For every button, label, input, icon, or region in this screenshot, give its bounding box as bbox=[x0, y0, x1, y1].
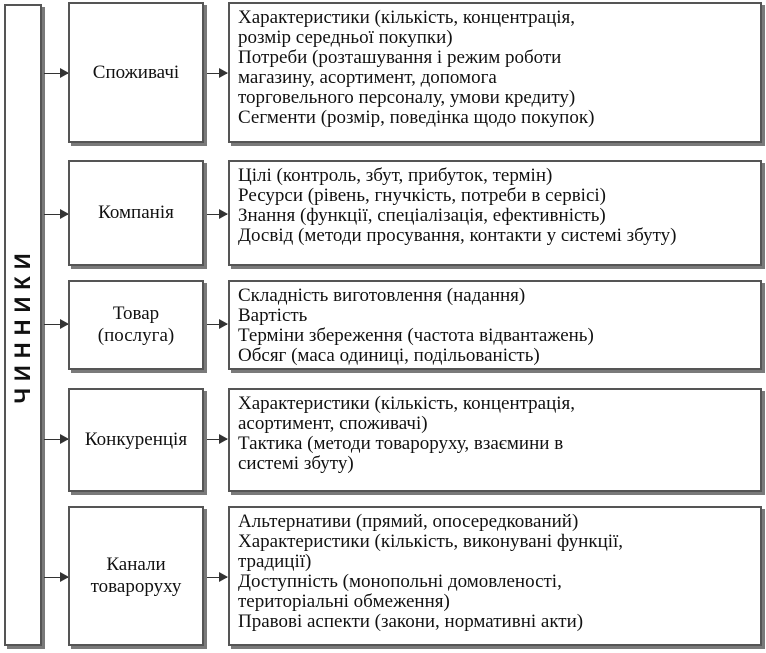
details-company bbox=[228, 160, 762, 266]
arrow-channels-details bbox=[207, 577, 227, 578]
arrow-to-competition bbox=[44, 439, 68, 440]
detail-line: Характеристики (кількість, виконувані функції, bbox=[238, 531, 624, 552]
arrow-to-channels bbox=[44, 577, 68, 578]
detail-line: Правові аспекти (закони, нормативні акти) bbox=[238, 611, 584, 632]
detail-line: Альтернативи (прямий, опосередкований) bbox=[238, 511, 579, 532]
details-competition bbox=[228, 388, 762, 492]
factor-label: Канали bbox=[106, 554, 166, 575]
detail-line: магазину, асортимент, допомога bbox=[238, 67, 497, 88]
factors-title: ЧИННИКИ bbox=[10, 246, 35, 404]
factor-product bbox=[68, 280, 204, 370]
arrow-company-details bbox=[207, 214, 227, 215]
arrow-competition-details bbox=[207, 439, 227, 440]
arrow-to-consumers bbox=[44, 73, 68, 74]
detail-line: Потреби (розташування і режим роботи bbox=[238, 47, 562, 68]
factor-company bbox=[68, 160, 204, 266]
detail-line: Тактика (методи товароруху, взаємини в bbox=[238, 433, 564, 454]
detail-line: Складність виготовлення (надання) bbox=[238, 285, 526, 306]
detail-line: Характеристики (кількість, концентрація, bbox=[238, 393, 576, 414]
arrow-product-details bbox=[207, 324, 227, 325]
factor-label: Товар bbox=[112, 303, 160, 324]
detail-line: Сегменти (розмір, поведінка щодо покупок) bbox=[238, 107, 595, 128]
detail-line: Обсяг (маса одиниці, подільованість) bbox=[238, 345, 540, 366]
detail-line: Терміни збереження (частота відвантажень) bbox=[238, 325, 594, 346]
factor-label: товароруху bbox=[90, 576, 182, 597]
arrow-to-product bbox=[44, 324, 68, 325]
details-product bbox=[228, 280, 762, 370]
factor-competition bbox=[68, 388, 204, 492]
detail-line: Знання (функції, спеціалізація, ефективність) bbox=[238, 205, 606, 226]
detail-line: Вартість bbox=[238, 305, 308, 326]
detail-line: Досвід (методи просування, контакти у системі збуту) bbox=[238, 225, 677, 246]
details-consumers bbox=[228, 2, 762, 143]
detail-line: Цілі (контроль, збут, прибуток, термін) bbox=[238, 165, 553, 186]
factors-title-bar bbox=[4, 4, 42, 646]
arrow-to-company bbox=[44, 214, 68, 215]
detail-line: асортимент, споживачі) bbox=[238, 413, 428, 434]
detail-line: системі збуту) bbox=[238, 453, 354, 474]
factor-label: Компанія bbox=[98, 202, 174, 223]
factor-channels bbox=[68, 506, 204, 646]
detail-line: територіальні обмеження) bbox=[238, 591, 450, 612]
detail-line: Ресурси (рівень, гнучкість, потреби в сервісі) bbox=[238, 185, 606, 206]
factor-label: Споживачі bbox=[92, 61, 180, 83]
detail-line: Характеристики (кількість, концентрація, bbox=[238, 7, 576, 28]
factor-label: (послуга) bbox=[97, 325, 175, 346]
details-channels bbox=[228, 506, 762, 646]
detail-line: Доступність (монопольні домовленості, bbox=[238, 571, 562, 592]
detail-line: торговельного персоналу, умови кредиту) bbox=[238, 87, 576, 108]
factor-label: Конкуренція bbox=[84, 429, 188, 450]
factor-consumers bbox=[68, 2, 204, 143]
detail-line: розмір середньої покупки) bbox=[238, 27, 453, 48]
detail-line: традиції) bbox=[238, 551, 312, 572]
arrow-consumers-details bbox=[207, 73, 227, 74]
